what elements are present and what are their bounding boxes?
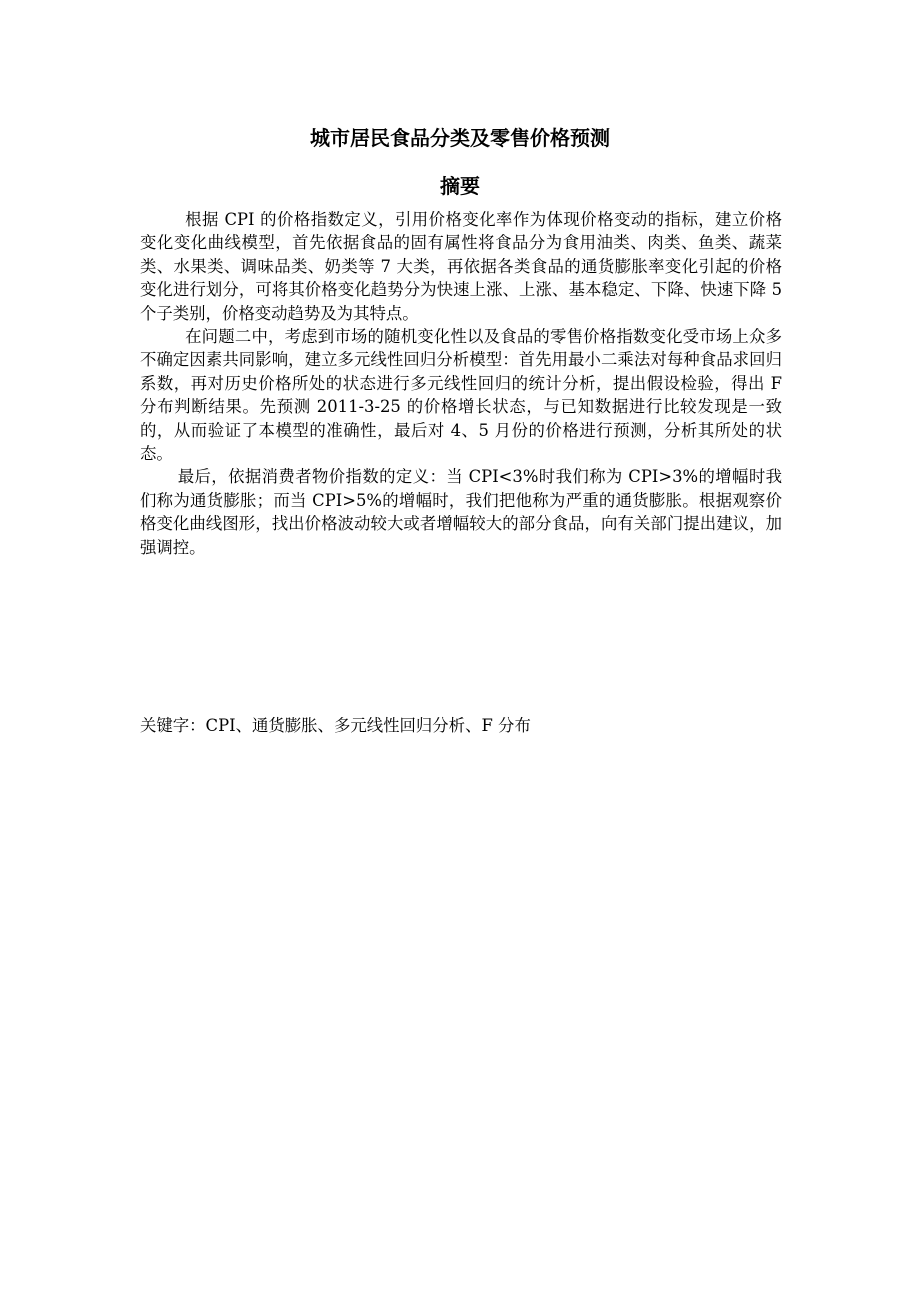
abstract-paragraph-1: 根据 CPI 的价格指数定义，引用价格变化率作为体现价格变动的指标，建立价格变化变化曲线模型，首先依据食品的固有属性将食品分为食用油类、肉类、鱼类、蔬菜类、水果类、调味品类、奶类等 7 大类，再依据各类食品的通货膨胀率变化引起的价格变化进行划分，可将其价格变化趋势分为快速上涨、上涨、基本稳定、下降、快速下降 5 个子类别，价格变动趋势及为其特点。 [140, 210, 782, 323]
abstract-paragraph-3: 最后，依据消费者物价指数的定义：当 CPI<3%时我们称为 CPI>3%的增幅时我们称为通货膨胀；而当 CPI>5%的增幅时，我们把他称为严重的通货膨胀。根据观察价格变化曲线图形，找出价格波动较大或者增幅较大的部分食品，向有关部门提出建议，加强调控。 [140, 467, 782, 557]
keywords-line: 关键字：CPI、通货膨胀、多元线性回归分析、F 分布 [140, 716, 531, 735]
document-title: 城市居民食品分类及零售价格预测 [310, 126, 610, 150]
abstract-body [140, 208, 782, 559]
abstract-heading: 摘要 [440, 174, 480, 198]
abstract-paragraph-2: 在问题二中，考虑到市场的随机变化性以及食品的零售价格指数变化受市场上众多不确定因素共同影响，建立多元线性回归分析模型：首先用最小二乘法对每种食品求回归系数，再对历史价格所处的状态进行多元线性回归的统计分析，提出假设检验，得出 F 分布判断结果。先预测 2011-3-25 的价格增长状态，与已知数据进行比较发现是一致的，从而验证了本模型的准确性，最后对 4、5 月份的价格进行预测，分析其所处的状态。 [140, 327, 782, 464]
